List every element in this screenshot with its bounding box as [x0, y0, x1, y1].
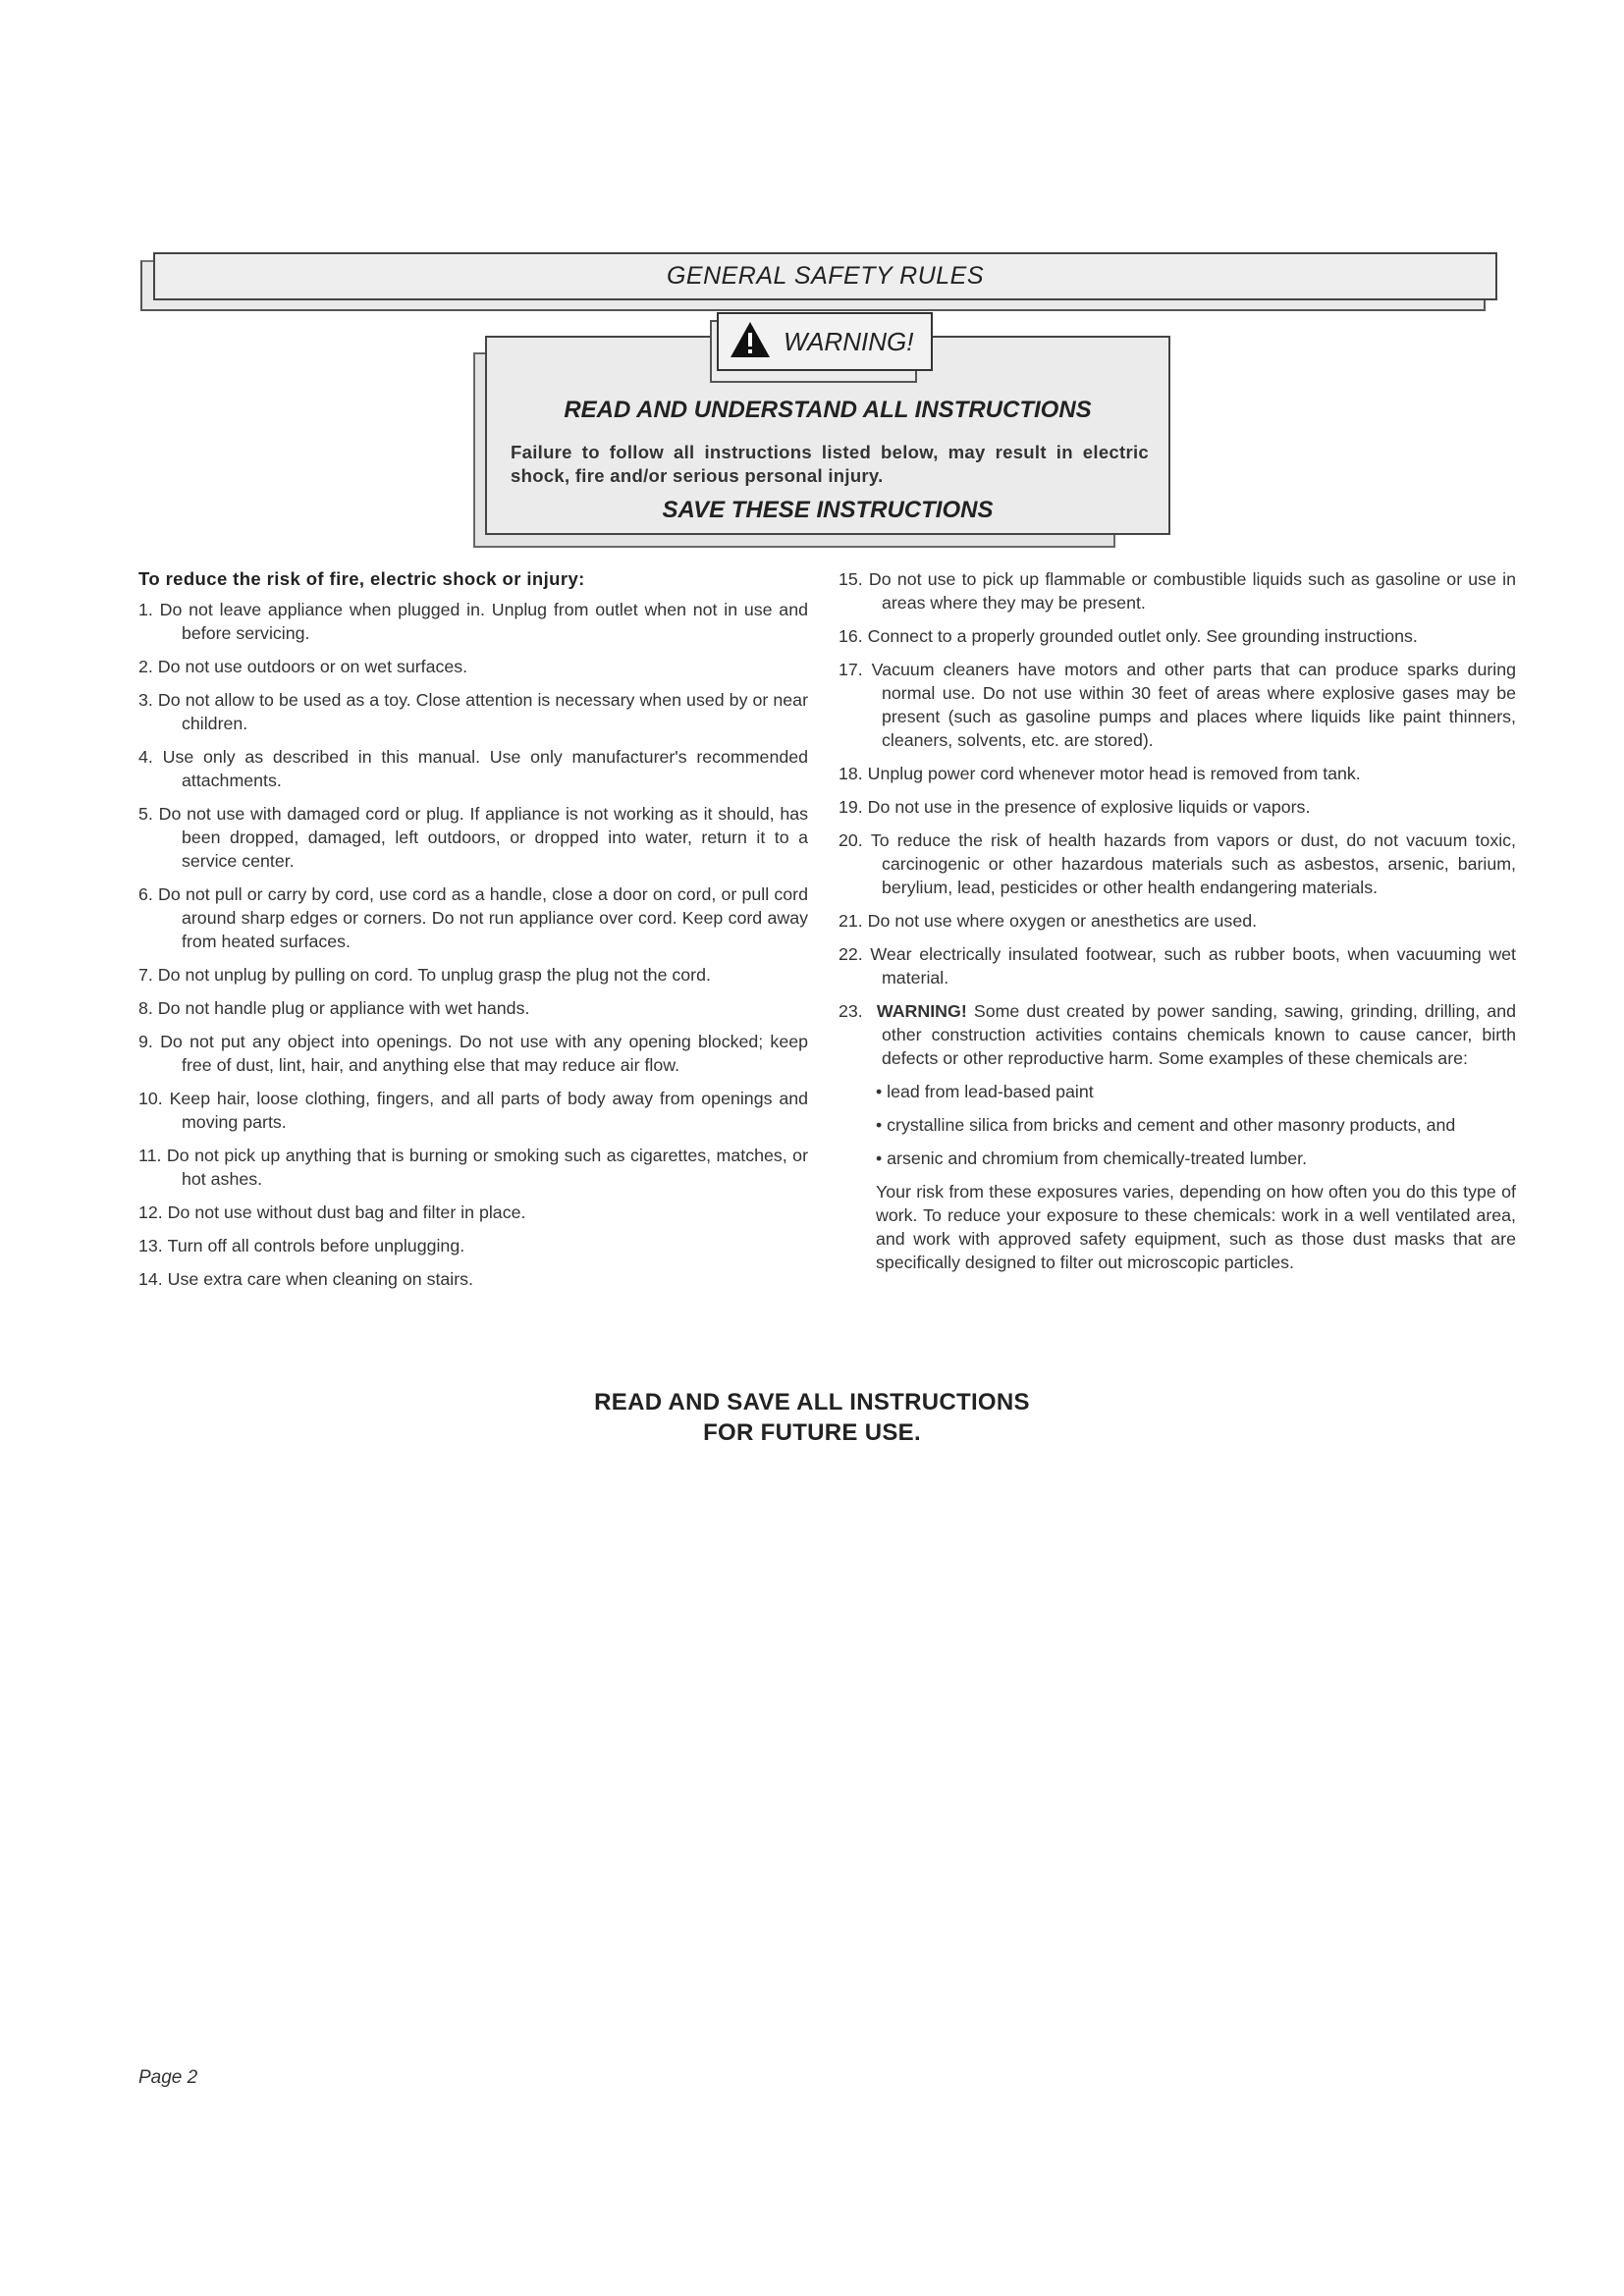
rule-number: 23.	[839, 1001, 863, 1021]
rule-item	[138, 1144, 808, 1191]
rule-item	[138, 745, 808, 792]
rule-item	[138, 882, 808, 953]
rule-text: Unplug power cord whenever motor head is removed from tank.	[867, 764, 1361, 783]
warning-tag-label: WARNING!	[784, 326, 914, 356]
rules-intro: To reduce the risk of fire, electric shock or injury:	[138, 568, 585, 589]
warning-panel	[485, 326, 1170, 535]
rule-item	[138, 996, 808, 1020]
rule-text: Do not pick up anything that is burning or smoking such as cigarettes, matches, or hot ashes.	[166, 1146, 808, 1189]
rule-text: Connect to a properly grounded outlet only. See grounding instructions.	[867, 626, 1418, 646]
rule-text: Do not handle plug or appliance with wet hands.	[157, 998, 530, 1018]
rule-warning-label: WARNING!	[876, 1001, 967, 1021]
rule-number: 1.	[138, 600, 153, 619]
rule-item	[839, 624, 1516, 648]
rule-text: To reduce the risk of health hazards from vapors or dust, do not vacuum toxic, carcinogenic or other hazardous materials such as asbestos, arsenic, barium, berylium, lead, pesticides or other health endangering materials.	[870, 830, 1516, 897]
rules-list-right	[839, 567, 1516, 989]
rule-number: 18.	[839, 764, 863, 783]
rule-number: 2.	[138, 657, 153, 676]
section-title: GENERAL SAFETY RULES	[153, 252, 1497, 300]
rule-number: 7.	[138, 965, 153, 985]
rule-number: 17.	[839, 660, 863, 679]
rule-text: Turn off all controls before unplugging.	[167, 1236, 465, 1255]
rule-text: Do not use outdoors or on wet surfaces.	[157, 657, 468, 676]
page-number: Page 2	[138, 2067, 198, 2088]
rule-number: 3.	[138, 690, 153, 710]
rule-text: Do not unplug by pulling on cord. To unplug grasp the plug not the cord.	[157, 965, 711, 985]
rule-text: Wear electrically insulated footwear, such as rubber boots, when vacuuming wet material.	[870, 944, 1516, 988]
rule-item	[839, 909, 1516, 933]
warning-save-line: SAVE THESE INSTRUCTIONS	[662, 497, 994, 523]
rule-item	[138, 1267, 808, 1291]
bullet-item: • crystalline silica from bricks and cement and other masonry products, and	[876, 1115, 1456, 1135]
rule-item	[839, 762, 1516, 785]
rule-number: 21.	[839, 911, 863, 931]
rule-number: 11.	[138, 1146, 162, 1165]
rule-number: 15.	[839, 569, 863, 589]
rule-number: 12.	[138, 1202, 163, 1222]
rule-item	[839, 828, 1516, 899]
rule-number: 19.	[839, 797, 863, 817]
rule-text: Do not put any object into openings. Do not use with any opening blocked; keep free of dust, lint, hair, and anything else that may reduce air flow.	[160, 1032, 808, 1075]
rule-text: Do not use to pick up flammable or combustible liquids such as gasoline or use in areas where they may be present.	[868, 569, 1516, 613]
closing-instruction	[0, 1387, 1624, 1448]
rule-text: Do not pull or carry by cord, use cord as a handle, close a door on cord, or pull cord around sharp edges or corners. Do not run appliance over cord. Keep cord away from heated surfaces.	[158, 884, 808, 951]
rules-list-left	[138, 598, 808, 1291]
rule-number: 4.	[138, 747, 153, 767]
rule-number: 13.	[138, 1236, 163, 1255]
closing-line-2: FOR FUTURE USE.	[703, 1419, 921, 1446]
warning-tag	[717, 312, 933, 371]
rule-item	[138, 1201, 808, 1224]
warning-body: Failure to follow all instructions listed below, may result in electric shock, fire and/or serious personal injury.	[511, 442, 1149, 486]
warning-box	[473, 326, 1170, 550]
rule-number: 9.	[138, 1032, 153, 1051]
rule-number: 20.	[839, 830, 863, 850]
rule-number: 5.	[138, 804, 153, 824]
rule-item	[138, 802, 808, 873]
rule-item	[138, 655, 808, 678]
warning-title: READ AND UNDERSTAND ALL INSTRUCTIONS	[564, 397, 1092, 423]
rule-item	[138, 963, 808, 987]
rule-item	[839, 942, 1516, 989]
rule-number: 10.	[138, 1089, 163, 1108]
rule-number: 14.	[138, 1269, 163, 1289]
rule-item-23	[839, 999, 1516, 1070]
rule-23-closing: Your risk from these exposures varies, depending on how often you do this type of work. To reduce your exposure to these chemicals: work in a well ventilated area, and work with approved safety equipment, such as those dust masks that are specifically designed to filter out microscopic particles.	[876, 1182, 1516, 1272]
rule-text: Do not use where oxygen or anesthetics are used.	[867, 911, 1258, 931]
section-banner	[140, 252, 1495, 309]
rule-text: Some dust created by power sanding, sawing, grinding, drilling, and other construction activities contains chemicals known to cause cancer, birth defects or other reproductive harm. Some examples of these chemicals are:	[882, 1001, 1516, 1068]
rule-number: 8.	[138, 998, 153, 1018]
bullet-item: • arsenic and chromium from chemically-treated lumber.	[876, 1148, 1308, 1168]
rule-item	[138, 1030, 808, 1077]
rule-item	[138, 1234, 808, 1257]
right-column	[839, 567, 1516, 1274]
rule-text: Vacuum cleaners have motors and other parts that can produce sparks during normal use. Do not use within 30 feet of areas where explosive gases may be present (such as gasoline pumps and places where liquids like paint thinners, cleaners, solvents, etc. are stored).	[871, 660, 1516, 750]
rule-text: Do not use without dust bag and filter in place.	[167, 1202, 526, 1222]
rule-text: Do not use with damaged cord or plug. If appliance is not working as it should, has been dropped, damaged, left outdoors, or dropped into water, return it to a service center.	[158, 804, 808, 871]
closing-line-1: READ AND SAVE ALL INSTRUCTIONS	[594, 1389, 1030, 1415]
bullet-item: • lead from lead-based paint	[876, 1082, 1094, 1101]
rule-number: 22.	[839, 944, 863, 964]
rule-item	[839, 795, 1516, 819]
rule-item	[839, 567, 1516, 614]
rule-text: Keep hair, loose clothing, fingers, and all parts of body away from openings and moving parts.	[169, 1089, 808, 1132]
rule-text: Do not use in the presence of explosive liquids or vapors.	[867, 797, 1311, 817]
left-column	[138, 567, 808, 1301]
rule-item	[138, 688, 808, 735]
rule-text: Use only as described in this manual. Use only manufacturer's recommended attachments.	[162, 747, 808, 790]
rule-number: 6.	[138, 884, 153, 904]
rule-number: 16.	[839, 626, 863, 646]
rule-text: Do not leave appliance when plugged in. Unplug from outlet when not in use and before servicing.	[159, 600, 808, 643]
rule-text: Use extra care when cleaning on stairs.	[167, 1269, 474, 1289]
rule-item	[138, 598, 808, 645]
rule-item	[839, 658, 1516, 752]
rule-item	[138, 1087, 808, 1134]
rule-text: Do not allow to be used as a toy. Close attention is necessary when used by or near children.	[157, 690, 808, 733]
warning-triangle-icon	[729, 320, 772, 364]
